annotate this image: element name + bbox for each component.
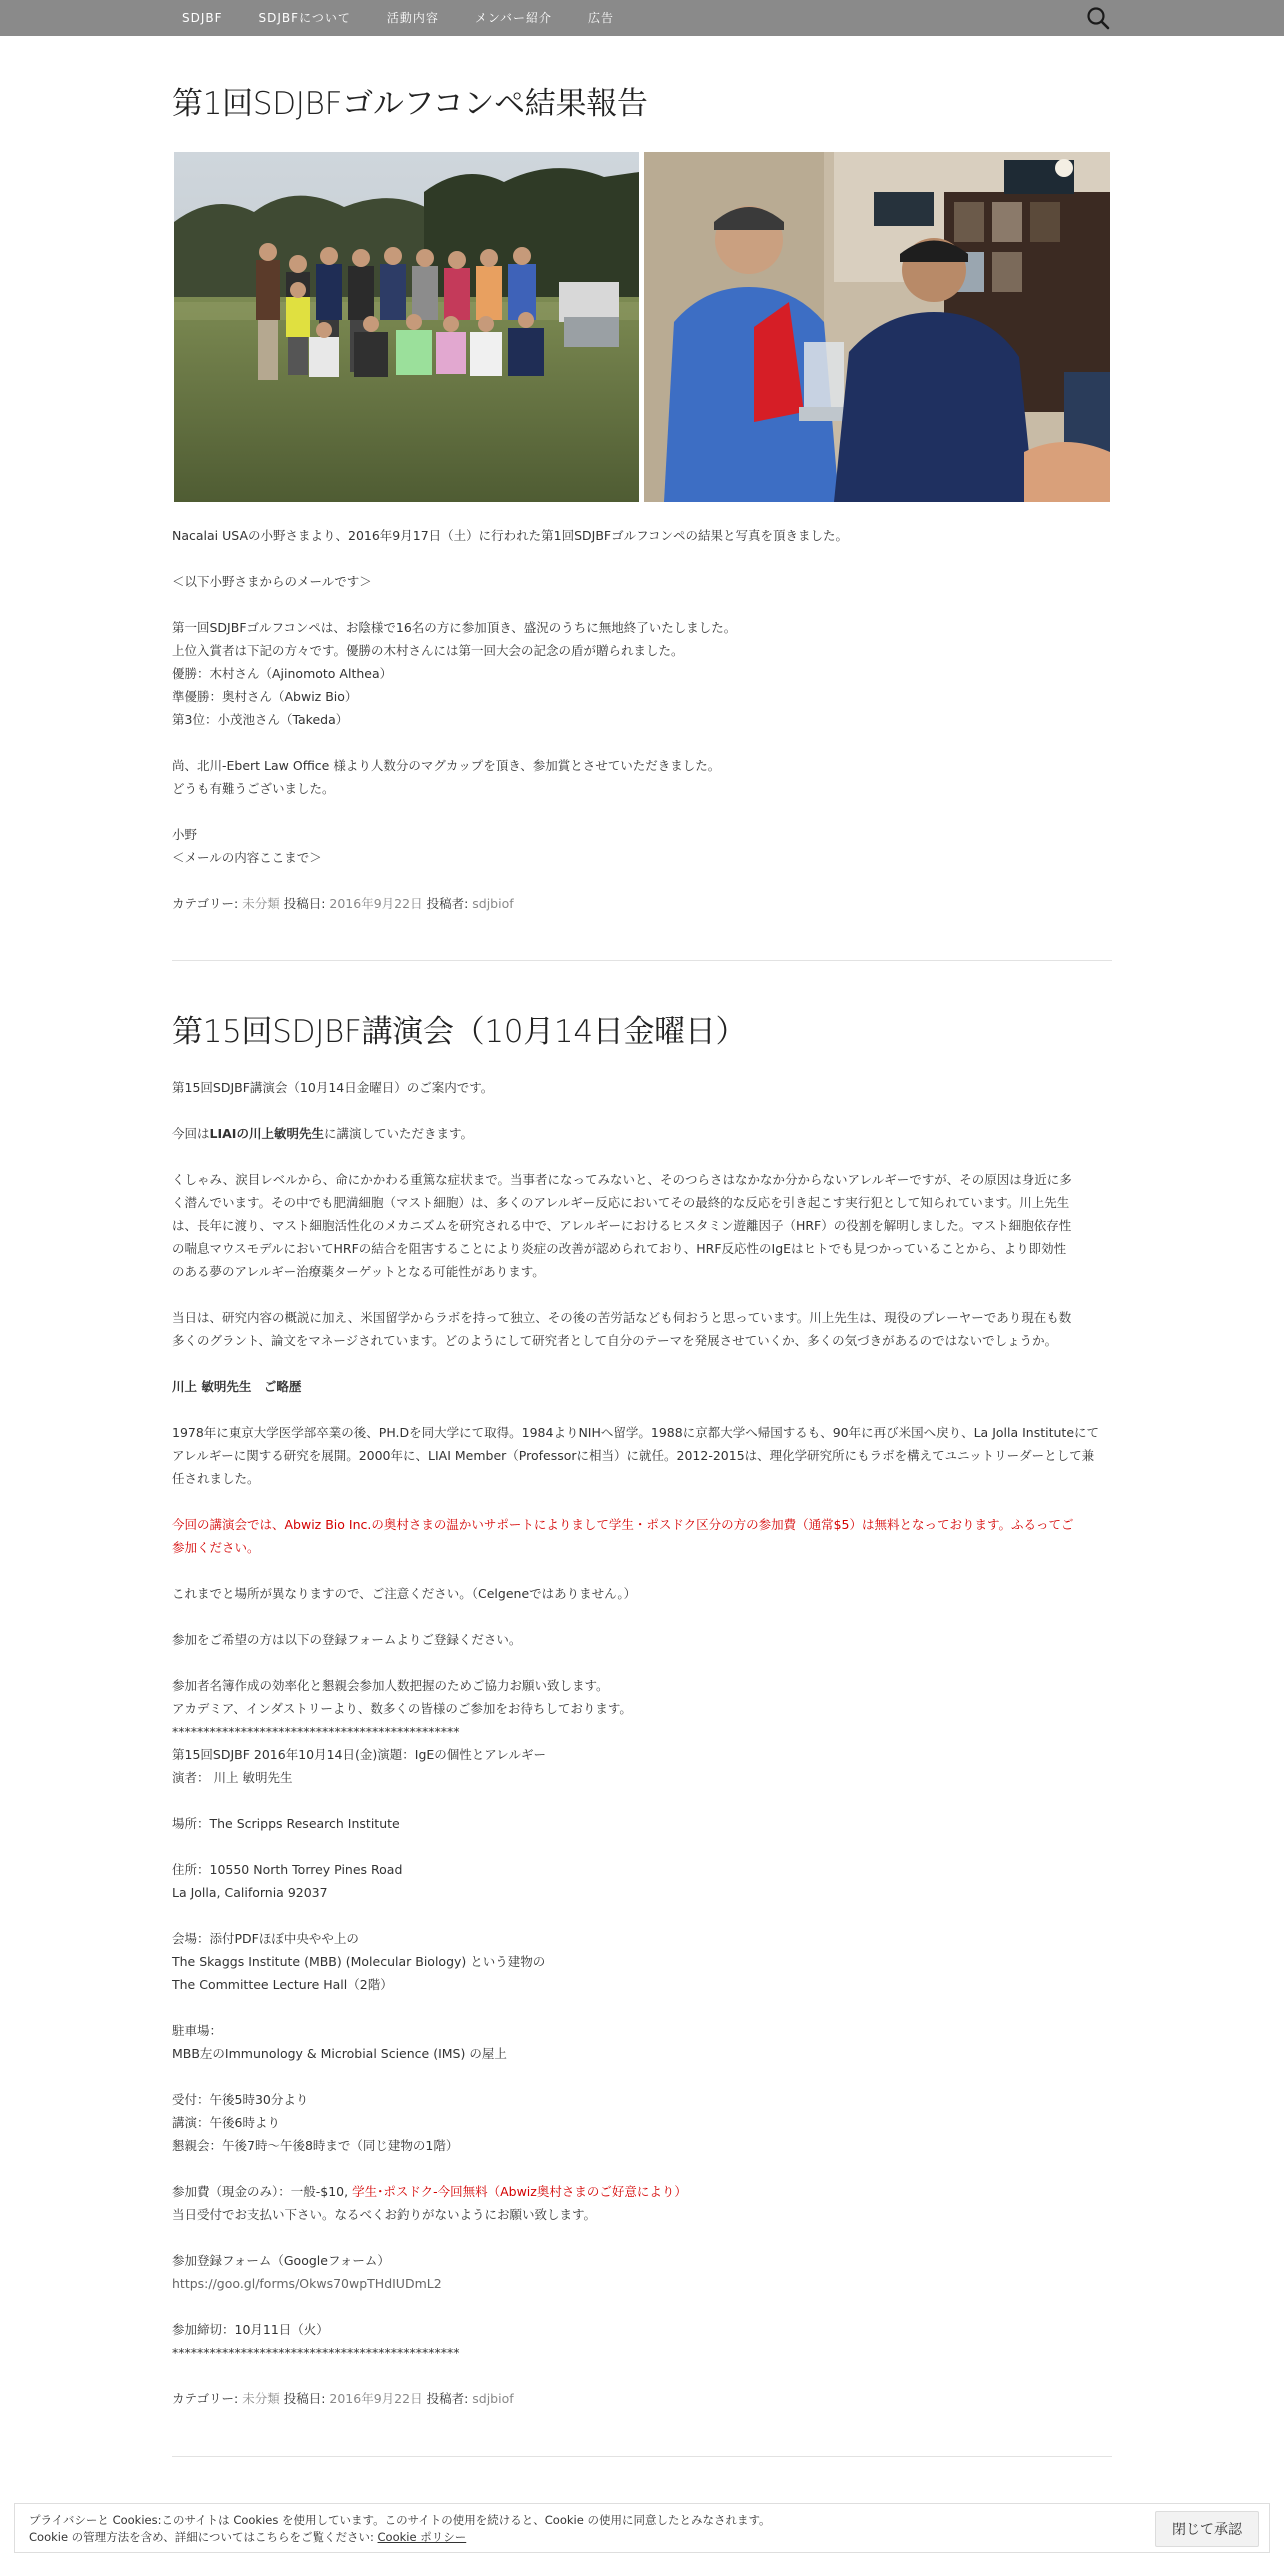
bio-line: 任されました。	[172, 1471, 260, 1486]
free-notice: 参加ください。	[172, 1540, 260, 1555]
abstract-line: く潜んでいます。その中でも肥満細胞（マスト細胞）は、多くのアレルギー反応においてその最終的な反応を引き起こす実行犯として知られています。川上先生	[172, 1195, 1070, 1210]
thanks-line: アカデミア、インダストリーより、数多くの皆様のご参加をお待ちしております。	[172, 1701, 632, 1716]
thanks-line: 参加者名簿作成の効率化と懇親会参加人数把握のためご協力お願い致します。	[172, 1678, 609, 1693]
abstract-line: の喘息マウスモデルにおいてHRFの結合を阻害することにより炎症の改善が認められており、HRF反応性のIgEはヒトでも見つかっていることから、より即効性	[172, 1241, 1067, 1256]
fee-general: 参加費（現金のみ）：一般-$10,	[172, 2184, 353, 2199]
bio-line: 1978年に東京大学医学部卒業の後、PH.Dを同大学にて取得。1984よりNIHへ留学。1988に京都大学へ帰国するも、90年に再び米国へ戻り、La Jolla Instituteにて	[172, 1425, 1100, 1440]
hall-line: The Committee Lecture Hall（2階）	[172, 1977, 393, 1992]
hall-line: 会場：添付PDFほぼ中央やや上の	[172, 1931, 359, 1946]
deadline-line: 参加締切：10月11日（火）	[172, 2322, 329, 2337]
post-golf-body	[172, 524, 1112, 915]
post-line: 上位入賞者は下記の方々です。優勝の木村さんには第一回大会の記念の盾が贈られました。	[172, 643, 684, 658]
fee-line	[172, 2180, 1112, 2203]
post-title[interactable]: 第1回SDJBFゴルフコンペ結果報告	[172, 86, 648, 122]
author-link[interactable]: sdjbiof	[472, 896, 514, 911]
parking-line: 駐車場：	[172, 2023, 223, 2038]
date-link[interactable]: 2016年9月22日	[329, 2391, 423, 2406]
date-link[interactable]: 2016年9月22日	[329, 896, 423, 911]
cookie-accept-button[interactable]: 閉じて承認	[1155, 2511, 1259, 2547]
event-line: 第15回SDJBF 2016年10月14日(金)演題：IgEの個性とアレルギー	[172, 1747, 546, 1762]
cookie-line: プライバシーと Cookies:このサイトは Cookies を使用しています。このサイトの使用を続けると、Cookie の使用に同意したとみなされます。	[29, 2513, 771, 2527]
speaker-name-line: 演者： 川上 敏明先生	[172, 1770, 293, 1785]
date-label: 投稿日:	[283, 896, 326, 911]
cookie-banner	[14, 2503, 1270, 2553]
nav-item-ads[interactable]: 広告	[588, 11, 615, 25]
fee-note: 当日受付でお支払い下さい。なるべくお釣りがないようにお願い致します。	[172, 2207, 597, 2222]
post-golf	[172, 84, 1112, 124]
post-line: ＜以下小野さまからのメールです＞	[172, 574, 372, 589]
cookie-line-pre: Cookie の管理方法を含め、詳細についてはこちらをご覧ください:	[29, 2530, 378, 2544]
speaker-name: LIAIの川上敏明先生	[209, 1126, 324, 1141]
post-line: 準優勝：奥村さん（Abwiz Bio）	[172, 689, 358, 704]
speaker-line	[172, 1122, 1112, 1145]
parking-line: MBB左のImmunology & Microbial Science (IMS) の屋上	[172, 2046, 507, 2061]
post-divider	[172, 960, 1112, 961]
schedule-line: 講演：午後6時より	[172, 2115, 280, 2130]
nav-item-sdjbf[interactable]: SDJBF	[182, 11, 223, 25]
top-navbar	[0, 0, 1284, 36]
bio-line: アレルギーに関する研究を展開。2000年に、LIAI Member（Professorに相当）に就任。2012-2015は、理化学研究所にもラボを構えてユニットリーダーとして兼	[172, 1448, 1095, 1463]
category-label: カテゴリー:	[172, 896, 239, 911]
date-label: 投稿日:	[283, 2391, 326, 2406]
schedule-line: 懇親会：午後7時～午後8時まで（同じ建物の1階）	[172, 2138, 459, 2153]
venue-note: これまでと場所が異なりますので、ご注意ください。（Celgeneではありません。）	[172, 1586, 637, 1601]
abstract-line: 当日は、研究内容の概説に加え、米国留学からラボを持って独立、その後の苦労話なども伺おうと思っています。川上先生は、現役のプレーヤーであり現在も数	[172, 1310, 1072, 1325]
fee-student: 学生･ポスドク-今回無料（Abwiz奥村さまのご好意により）	[352, 2184, 687, 2199]
address-line: 住所：10550 North Torrey Pines Road	[172, 1862, 403, 1877]
free-notice: 今回の講演会では、Abwiz Bio Inc.の奥村さまの温かいサポートによりまして学生・ポスドク区分の方の参加費（通常$5）は無料となっております。ふるってご	[172, 1517, 1074, 1532]
abstract-line: は、長年に渡り、マスト細胞活性化のメカニズムを研究される中で、アレルギーにおけるヒスタミン遊離因子（HRF）の役割を解明しました。マスト細胞依存性	[172, 1218, 1072, 1233]
address-line: La Jolla, California 92037	[172, 1885, 328, 1900]
nav-item-activities[interactable]: 活動内容	[386, 11, 439, 25]
post-line: ＜メールの内容ここまで＞	[172, 850, 322, 865]
category-link[interactable]: 未分類	[242, 2391, 280, 2406]
post-line: Nacalai USAの小野さまより、2016年9月17日（土）に行われた第1回SDJBFゴルフコンペの結果と写真を頂きました。	[172, 528, 849, 543]
speaker-post: に講演していただきます。	[323, 1126, 473, 1141]
post-line: 尚、北川-Ebert Law Office 様より人数分のマグカップを頂き、参加賞とさせていただきました。	[172, 758, 721, 773]
hall-line: The Skaggs Institute (MBB) (Molecular Biology) という建物の	[172, 1954, 546, 1969]
place-line: 場所：The Scripps Research Institute	[172, 1816, 400, 1831]
cookie-policy-link[interactable]: Cookie ポリシー	[377, 2530, 467, 2544]
author-label: 投稿者:	[426, 2391, 469, 2406]
post-meta	[172, 2387, 1112, 2410]
author-label: 投稿者:	[426, 896, 469, 911]
cookie-line	[29, 2529, 771, 2546]
post-title[interactable]: 第15回SDJBF講演会（10月14日金曜日）	[172, 1014, 747, 1050]
abstract-line: 多くのグラント、論文をマネージされています。どのようにして研究者として自分のテーマを発展させていくか、多くの気づきがあるのではないでしょうか。	[172, 1333, 1058, 1348]
post-line: 小野	[172, 827, 198, 842]
post-divider	[172, 2456, 1112, 2457]
form-label: 参加登録フォーム（Googleフォーム）	[172, 2253, 390, 2268]
register-note: 参加をご希望の方は以下の登録フォームよりご登録ください。	[172, 1632, 522, 1647]
trophy-presentation-photo[interactable]	[644, 152, 1110, 502]
separator-stars: **********************************************	[172, 1724, 460, 1739]
cookie-text	[29, 2512, 771, 2546]
nav-item-about[interactable]: SDJBFについて	[258, 11, 351, 25]
abstract-line: のある夢のアレルギー治療薬ターゲットとなる可能性があります。	[172, 1264, 545, 1279]
abstract-line: くしゃみ、涙目レベルから、命にかかわる重篤な症状まで。当事者になってみないと、そのつらさはなかなか分からないアレルギーですが、その原因は身近に多	[172, 1172, 1072, 1187]
search-icon[interactable]	[1085, 5, 1111, 31]
separator-stars: **********************************************	[172, 2345, 460, 2360]
bio-heading: 川上 敏明先生 ご略歴	[172, 1379, 302, 1394]
form-link[interactable]: https://goo.gl/forms/Okws70wpTHdIUDmL2	[172, 2276, 442, 2291]
nav-menu	[164, 0, 632, 36]
author-link[interactable]: sdjbiof	[472, 2391, 514, 2406]
schedule-line: 受付：午後5時30分より	[172, 2092, 309, 2107]
category-link[interactable]: 未分類	[242, 896, 280, 911]
category-label: カテゴリー:	[172, 2391, 239, 2406]
post-line: 第一回SDJBFゴルフコンペは、お陰様で16名の方に参加頂き、盛況のうちに無地終了いたしました。	[172, 620, 737, 635]
post-line: 優勝：木村さん（Ajinomoto Althea）	[172, 666, 393, 681]
post-meta	[172, 892, 1112, 915]
post-line: どうも有難うございました。	[172, 781, 335, 796]
speaker-pre: 今回は	[172, 1126, 210, 1141]
post-lecture	[172, 1012, 1112, 2410]
post-line: 第3位：小茂池さん（Takeda）	[172, 712, 349, 727]
nav-item-members[interactable]: メンバー紹介	[474, 11, 553, 25]
post-intro: 第15回SDJBF講演会（10月14日金曜日）のご案内です。	[172, 1080, 494, 1095]
golf-group-photo[interactable]	[174, 152, 639, 502]
